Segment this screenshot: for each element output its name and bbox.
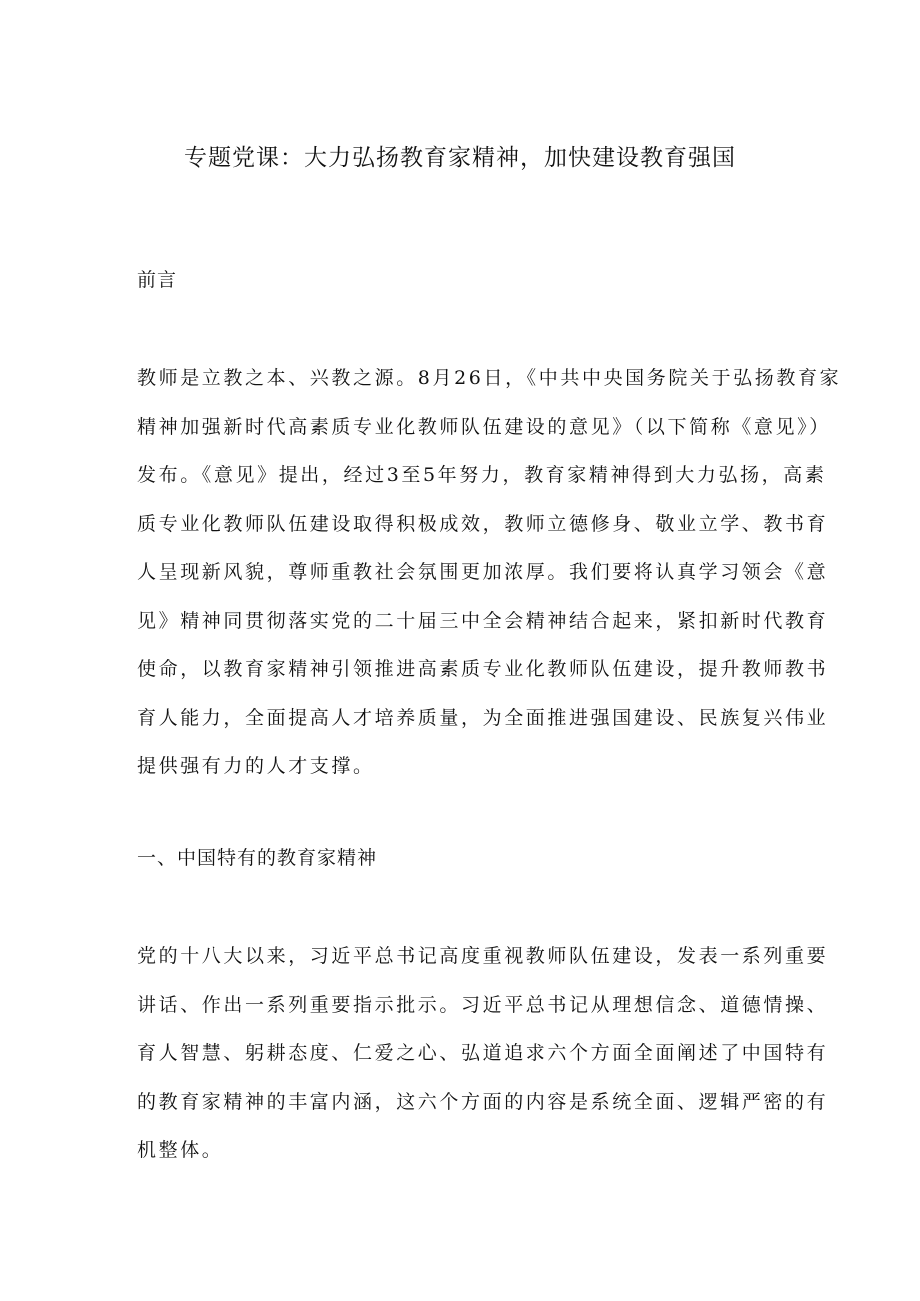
section-1-heading: 一、中国特有的教育家精神 [137,847,378,869]
paragraph-line: 育人智慧、躬耕态度、仁爱之心、弘道追求六个方面全面阐述了中国特有 [137,1042,829,1064]
paragraph-line: 精神加强新时代高素质专业化教师队伍建设的意见》（以下简称《意见》） [137,415,831,438]
paragraph-line: 发布。《意见》提出，经过3至5年努力，教育家精神得到大力弘扬，高素 [137,464,827,486]
paragraph-line: 教师是立教之本、兴教之源。8月26日，《中共中央国务院关于弘扬教育家 [137,367,842,389]
section-1-paragraph [137,932,829,1175]
paragraph-line: 机整体。 [137,1139,224,1161]
preface-paragraph [137,354,842,791]
paragraph-line: 见》精神同贯彻落实党的二十届三中全会精神结合起来，紧扣新时代教育 [137,609,829,632]
paragraph-line: 使命，以教育家精神引领推进高素质专业化教师队伍建设，提升教师教书 [137,658,829,680]
paragraph-line: 的教育家精神的丰富内涵，这六个方面的内容是系统全面、逻辑严密的有 [137,1090,829,1113]
document-title: 专题党课：大力弘扬教育家精神，加快建设教育强国 [184,145,736,171]
paragraph-line: 育人能力，全面提高人才培养质量，为全面推进强国建设、民族复兴伟业 [137,706,829,729]
paragraph-line: 讲话、作出一系列重要指示批示。习近平总书记从理想信念、道德情操、 [137,993,829,1016]
paragraph-line: 质专业化教师队伍建设取得积极成效，教师立德修身、敬业立学、教书育 [137,512,829,535]
paragraph-line: 党的十八大以来，习近平总书记高度重视教师队伍建设，发表一系列重要 [137,945,829,967]
paragraph-line: 人呈现新风貌，尊师重教社会氛围更加浓厚。我们要将认真学习领会《意 [137,561,829,583]
preface-heading: 前言 [137,269,178,291]
paragraph-line: 提供强有力的人才支撑。 [137,755,375,777]
